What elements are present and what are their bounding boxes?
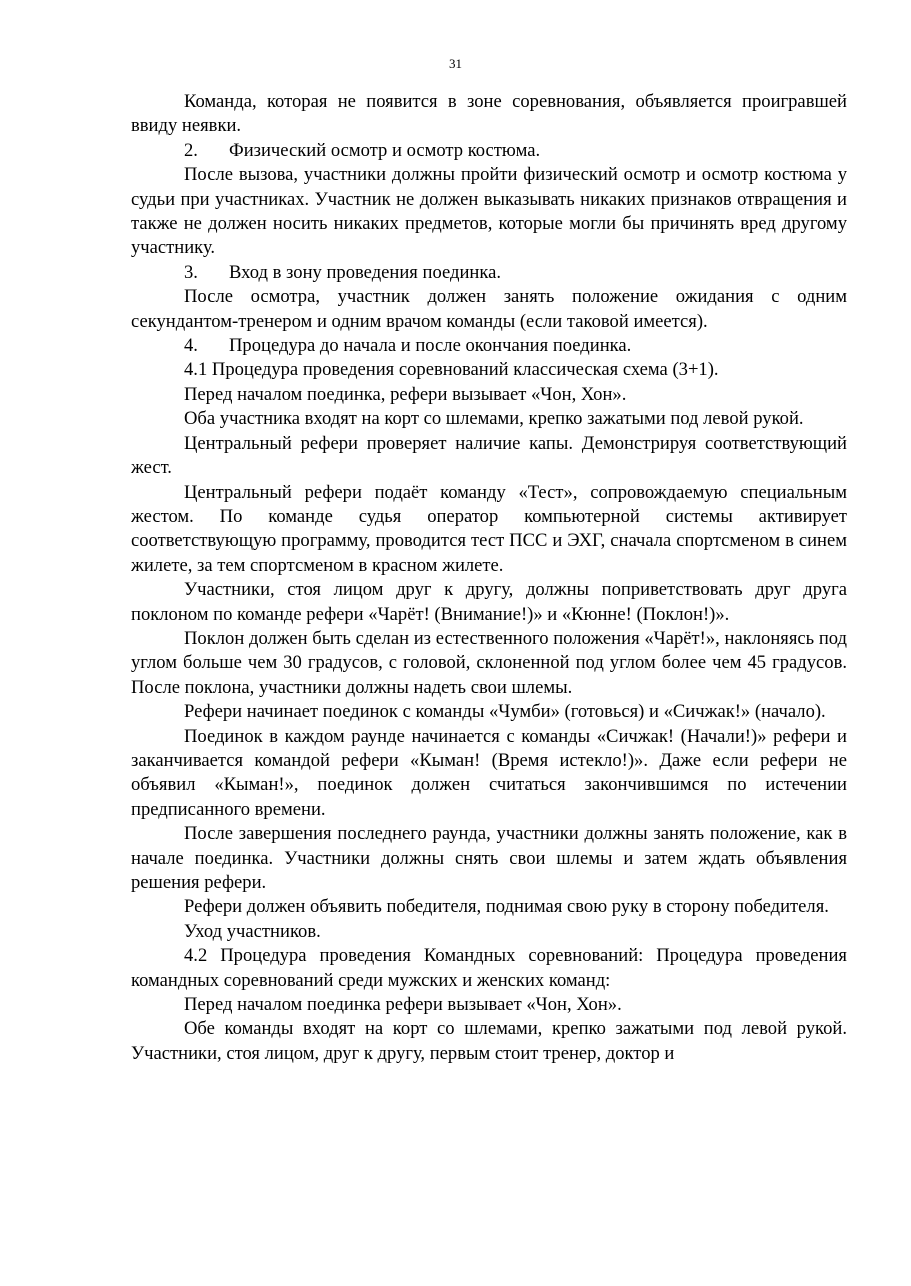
heading-text: Вход в зону проведения поединка. — [229, 261, 502, 283]
paragraph: Уход участников. — [184, 920, 321, 942]
paragraph: Поклон должен быть сделан из естественного положения «Чарёт!», наклоняясь под углом больше чем 30 градусов, с головой, склоненной под углом более чем 45 градусов. После поклона, участники должны надеть свои шлемы. — [131, 627, 847, 698]
paragraph: Поединок в каждом раунде начинается с команды «Сичжак! (Начали!)» рефери и заканчивается командой рефери «Кыман! (Время истекло!)». Даже если рефери не объявил «Кыман!», поединок должен считаться закончившимся по истечении предписанного времени. — [131, 725, 847, 820]
item-number: 2. — [184, 139, 198, 161]
heading-text: Процедура до начала и после окончания поединка. — [229, 335, 632, 357]
paragraph: Рефери должен объявить победителя, поднимая свою руку в сторону победителя. — [184, 896, 829, 918]
paragraph: 4.2 Процедура проведения Командных соревнований: Процедура проведения командных соревнований среди мужских и женских команд: — [131, 945, 847, 991]
paragraph: После вызова, участники должны пройти физический осмотр и осмотр костюма у судьи при участниках. Участник не должен выказывать никаких признаков отвращения и также не должен носить никаких предметов, которые могли бы причинять вред другому участнику. — [131, 164, 847, 259]
numbered-heading — [131, 139, 847, 163]
page-number: 31 — [449, 56, 462, 71]
subsection-heading: 4.1 Процедура проведения соревнований классическая схема (3+1). — [184, 359, 719, 381]
paragraph: После осмотра, участник должен занять положение ожидания с одним секундантом-тренером и одним врачом команды (если таковой имеется). — [131, 286, 847, 332]
item-number: 3. — [184, 261, 198, 283]
paragraph: Рефери начинает поединок с команды «Чумби» (готовься) и «Сичжак!» (начало). — [184, 701, 826, 723]
numbered-heading — [131, 261, 847, 285]
numbered-heading — [131, 334, 847, 358]
paragraph: После завершения последнего раунда, участники должны занять положение, как в начале поединка. Участники должны снять свои шлемы и затем ждать объявления решения рефери. — [131, 823, 847, 893]
paragraph: Перед началом поединка, рефери вызывает «Чон, Хон». — [184, 383, 627, 405]
paragraph: Команда, которая не появится в зоне соревнования, объявляется проигравшей ввиду неявки. — [131, 91, 847, 137]
paragraph: Перед началом поединка рефери вызывает «Чон, Хон». — [184, 994, 622, 1016]
paragraph: Участники, стоя лицом друг к другу, должны поприветствовать друг друга поклоном по команде рефери «Чарёт! (Внимание!)» и «Кюнне! (Поклон!)». — [131, 579, 847, 625]
paragraph: Обе команды входят на корт со шлемами, крепко зажатыми под левой рукой. Участники, стоя лицом, друг к другу, первым стоит тренер, доктор и — [131, 1018, 847, 1064]
item-number: 4. — [184, 335, 198, 357]
heading-text: Физический осмотр и осмотр костюма. — [229, 139, 541, 161]
paragraph: Центральный рефери проверяет наличие капы. Демонстрируя соответствующий жест. — [131, 432, 847, 479]
body-text — [131, 90, 847, 1066]
paragraph: Центральный рефери подаёт команду «Тест», сопровождаемую специальным жестом. По команде судья оператор компьютерной системы активирует соответствующую программу, проводится тест ПСС и ЭХГ, сначала спортсменом в синем жилете, за тем спортсменом в красном жилете. — [131, 481, 847, 576]
paragraph: Оба участника входят на корт со шлемами, крепко зажатыми под левой рукой. — [184, 408, 804, 430]
